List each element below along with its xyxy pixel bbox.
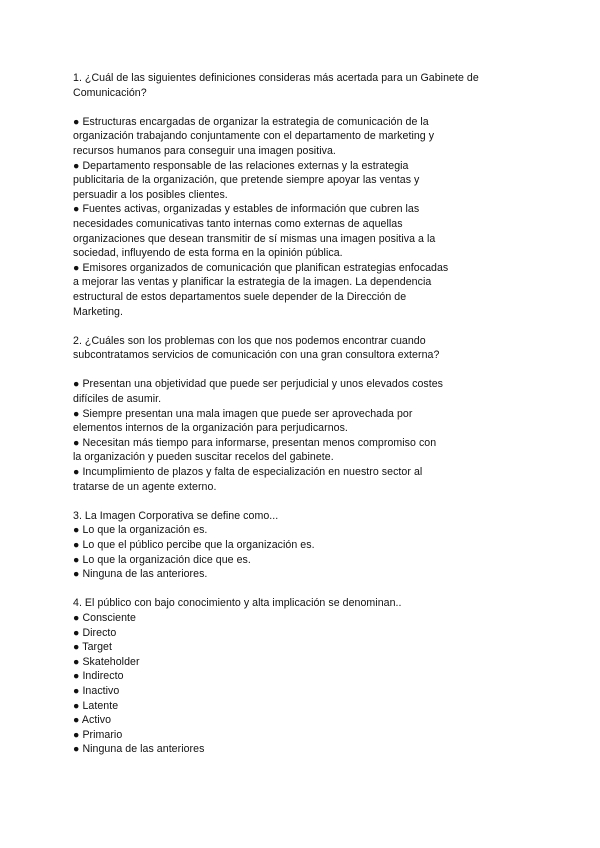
document-page — [73, 71, 553, 757]
option-line: ● Emisores organizados de comunicación que planifican estrategias enfocadas — [73, 261, 449, 274]
question-1-text-line: Comunicación? — [73, 86, 147, 99]
option-line: sociedad, influyendo de esta forma en la opinión pública. — [73, 247, 343, 260]
question-1-option-b — [73, 159, 553, 203]
option-line: ● Estructuras encargadas de organizar la estrategia de comunicación de la — [73, 115, 429, 128]
question-2-text-line: subcontratamos servicios de comunicación con una gran consultora externa? — [73, 349, 440, 362]
option-line: publicitaria de la organización, que pretende siempre apoyar las ventas y — [73, 174, 420, 187]
option-line: ● Fuentes activas, organizadas y estables de información que cubren las — [73, 203, 420, 216]
question-4-option: ● Skateholder — [73, 655, 140, 668]
option-line: organizaciones que desean transmitir de sí mismas una imagen positiva a la — [73, 232, 436, 245]
option-line: recursos humanos para conseguir una imagen positiva. — [73, 144, 336, 157]
question-3-option-d: ● Ninguna de las anteriores. — [73, 568, 208, 581]
question-3-option-c: ● Lo que la organización dice que es. — [73, 553, 251, 566]
option-line: tratarse de un agente externo. — [73, 480, 217, 493]
question-3-text: 3. La Imagen Corporativa se define como... — [73, 509, 279, 522]
question-2-option-c — [73, 436, 553, 465]
option-line: persuadir a los posibles clientes. — [73, 188, 228, 201]
option-line: ● Presentan una objetividad que puede ser perjudicial y unos elevados costes — [73, 378, 444, 391]
option-line: ● Incumplimiento de plazos y falta de especialización en nuestro sector al — [73, 466, 423, 479]
question-2-option-a — [73, 377, 553, 406]
question-1 — [73, 71, 553, 319]
question-3-option-b: ● Lo que el público percibe que la organización es. — [73, 539, 315, 551]
question-3-option-a: ● Lo que la organización es. — [73, 524, 208, 537]
question-2-text-line: 2. ¿Cuáles son los problemas con los que nos podemos encontrar cuando — [73, 334, 426, 347]
question-1-option-d — [73, 261, 553, 319]
question-4-option: ● Inactivo — [73, 684, 120, 697]
question-2-option-d — [73, 465, 553, 494]
question-4-option: ● Indirecto — [73, 670, 124, 683]
option-line: a mejorar las ventas y planificar la estrategia de la imagen. La dependencia — [73, 276, 432, 289]
option-line: organización trabajando conjuntamente con el departamento de marketing y — [73, 130, 435, 143]
question-3 — [73, 509, 553, 582]
question-4-option: ● Consciente — [73, 611, 136, 624]
question-4-text: 4. El público con bajo conocimiento y alta implicación se denominan.. — [73, 597, 402, 610]
option-line: estructural de estos departamentos suele depender de la Dirección de — [73, 290, 407, 303]
question-1-option-c — [73, 202, 553, 260]
question-4-option: ● Target — [73, 641, 112, 654]
question-2 — [73, 334, 553, 495]
question-4 — [73, 596, 553, 757]
option-line: difíciles de asumir. — [73, 393, 162, 406]
option-line: ● Siempre presentan una mala imagen que puede ser aprovechada por — [73, 407, 413, 420]
question-1-option-a — [73, 115, 553, 159]
option-line: elementos internos de la organización para perjudicarnos. — [73, 422, 348, 435]
question-4-option: ● Primario — [73, 728, 123, 741]
option-line: Marketing. — [73, 305, 123, 318]
question-4-option: ● Activo — [73, 714, 112, 727]
option-line: necesidades comunicativas tanto internas como externas de aquellas — [73, 217, 403, 230]
question-4-option: ● Ninguna de las anteriores — [73, 743, 205, 756]
option-line: ● Departamento responsable de las relaciones externas y la estrategia — [73, 159, 409, 172]
option-line: la organización y pueden suscitar recelos del gabinete. — [73, 451, 334, 464]
question-2-option-b — [73, 407, 553, 436]
question-1-text-line: 1. ¿Cuál de las siguientes definiciones consideras más acertada para un Gabinete de — [73, 72, 479, 84]
option-line: ● Necesitan más tiempo para informarse, presentan menos compromiso con — [73, 436, 437, 449]
question-4-option: ● Latente — [73, 699, 119, 712]
question-4-option: ● Directo — [73, 626, 117, 639]
